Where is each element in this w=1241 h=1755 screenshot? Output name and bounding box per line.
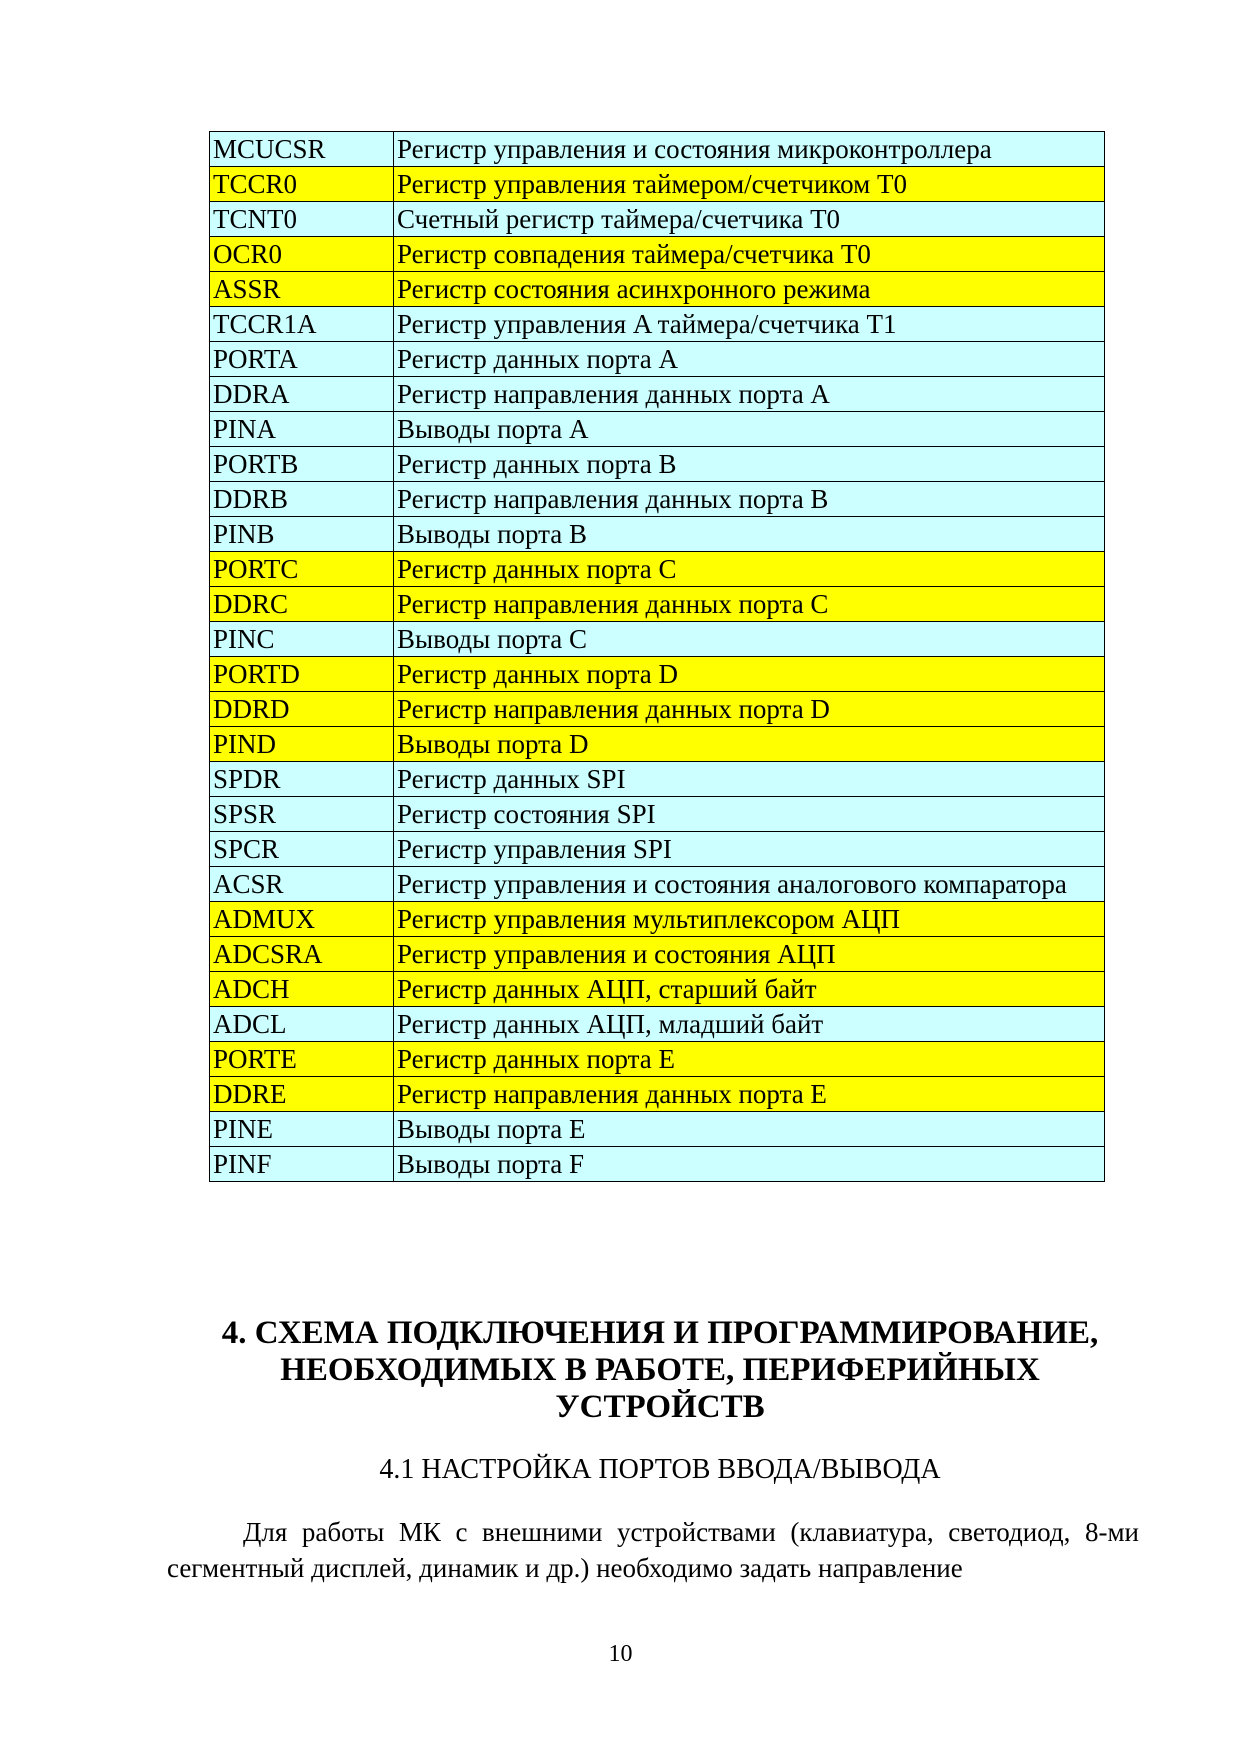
register-name-cell: SPCR bbox=[210, 832, 394, 867]
register-row bbox=[210, 1077, 1105, 1112]
register-description-cell: Регистр управления A таймера/счетчика T1 bbox=[394, 307, 1105, 342]
register-table bbox=[209, 131, 1105, 1182]
register-row bbox=[210, 237, 1105, 272]
register-description-cell: Регистр направления данных порта D bbox=[394, 692, 1105, 727]
body-paragraph: Для работы МК с внешними устройствами (клавиатура, светодиод, 8-ми сегментный дисплей, динамик и др.) необходимо задать направление bbox=[167, 1517, 1139, 1583]
register-description-cell: Выводы порта E bbox=[394, 1112, 1105, 1147]
register-description-cell: Выводы порта A bbox=[394, 412, 1105, 447]
register-description-cell: Регистр данных АЦП, старший байт bbox=[394, 972, 1105, 1007]
register-name-cell: ADMUX bbox=[210, 902, 394, 937]
register-description-cell: Выводы порта C bbox=[394, 622, 1105, 657]
register-description-cell: Регистр состояния асинхронного режима bbox=[394, 272, 1105, 307]
register-row bbox=[210, 132, 1105, 167]
register-name-cell: PINC bbox=[210, 622, 394, 657]
register-description-cell: Выводы порта F bbox=[394, 1147, 1105, 1182]
register-row bbox=[210, 482, 1105, 517]
register-row bbox=[210, 552, 1105, 587]
register-description-cell: Регистр управления таймером/счетчиком T0 bbox=[394, 167, 1105, 202]
register-row bbox=[210, 1112, 1105, 1147]
register-description-cell: Регистр данных SPI bbox=[394, 762, 1105, 797]
register-row bbox=[210, 202, 1105, 237]
register-description-cell: Регистр данных порта C bbox=[394, 552, 1105, 587]
subsection-heading: 4.1 НАСТРОЙКА ПОРТОВ ВВОДА/ВЫВОДА bbox=[379, 1454, 941, 1485]
register-description-cell: Регистр управления SPI bbox=[394, 832, 1105, 867]
register-row bbox=[210, 797, 1105, 832]
register-name-cell: PIND bbox=[210, 727, 394, 762]
register-row bbox=[210, 412, 1105, 447]
register-row bbox=[210, 447, 1105, 482]
register-row bbox=[210, 692, 1105, 727]
register-name-cell: PINF bbox=[210, 1147, 394, 1182]
register-description-cell: Счетный регистр таймера/счетчика T0 bbox=[394, 202, 1105, 237]
register-name-cell: PORTB bbox=[210, 447, 394, 482]
register-name-cell: ACSR bbox=[210, 867, 394, 902]
register-name-cell: PINB bbox=[210, 517, 394, 552]
register-description-cell: Регистр направления данных порта A bbox=[394, 377, 1105, 412]
register-name-cell: SPDR bbox=[210, 762, 394, 797]
register-name-cell: PORTC bbox=[210, 552, 394, 587]
register-name-cell: DDRC bbox=[210, 587, 394, 622]
register-description-cell: Регистр данных порта A bbox=[394, 342, 1105, 377]
register-description-cell: Регистр данных АЦП, младший байт bbox=[394, 1007, 1105, 1042]
register-row bbox=[210, 1042, 1105, 1077]
register-row bbox=[210, 272, 1105, 307]
register-name-cell: PINE bbox=[210, 1112, 394, 1147]
register-row bbox=[210, 587, 1105, 622]
page-number: 10 bbox=[608, 1641, 633, 1667]
register-description-cell: Регистр направления данных порта C bbox=[394, 587, 1105, 622]
register-name-cell: DDRD bbox=[210, 692, 394, 727]
register-description-cell: Регистр управления и состояния микроконтроллера bbox=[394, 132, 1105, 167]
register-row bbox=[210, 902, 1105, 937]
register-name-cell: ADCSRA bbox=[210, 937, 394, 972]
register-description-cell: Регистр направления данных порта B bbox=[394, 482, 1105, 517]
register-name-cell: PORTA bbox=[210, 342, 394, 377]
register-description-cell: Регистр управления и состояния АЦП bbox=[394, 937, 1105, 972]
register-row bbox=[210, 1147, 1105, 1182]
register-description-cell: Регистр управления мультиплексором АЦП bbox=[394, 902, 1105, 937]
register-description-cell: Регистр данных порта B bbox=[394, 447, 1105, 482]
register-description-cell: Выводы порта B bbox=[394, 517, 1105, 552]
register-name-cell: TCCR0 bbox=[210, 167, 394, 202]
register-name-cell: OCR0 bbox=[210, 237, 394, 272]
register-name-cell: ADCL bbox=[210, 1007, 394, 1042]
register-name-cell: ASSR bbox=[210, 272, 394, 307]
register-name-cell: TCCR1A bbox=[210, 307, 394, 342]
register-name-cell: ADCH bbox=[210, 972, 394, 1007]
register-table-body bbox=[210, 132, 1105, 1182]
register-row bbox=[210, 517, 1105, 552]
register-row bbox=[210, 937, 1105, 972]
register-description-cell: Регистр данных порта D bbox=[394, 657, 1105, 692]
register-name-cell: SPSR bbox=[210, 797, 394, 832]
register-row bbox=[210, 727, 1105, 762]
register-name-cell: PORTD bbox=[210, 657, 394, 692]
register-description-cell: Регистр состояния SPI bbox=[394, 797, 1105, 832]
register-description-cell: Регистр управления и состояния аналогового компаратора bbox=[394, 867, 1105, 902]
register-name-cell: PORTE bbox=[210, 1042, 394, 1077]
register-row bbox=[210, 657, 1105, 692]
register-row bbox=[210, 377, 1105, 412]
register-row bbox=[210, 622, 1105, 657]
register-description-cell: Регистр совпадения таймера/счетчика T0 bbox=[394, 237, 1105, 272]
register-description-cell: Регистр направления данных порта E bbox=[394, 1077, 1105, 1112]
register-name-cell: PINA bbox=[210, 412, 394, 447]
register-row bbox=[210, 307, 1105, 342]
register-description-cell: Выводы порта D bbox=[394, 727, 1105, 762]
register-name-cell: DDRB bbox=[210, 482, 394, 517]
register-row bbox=[210, 867, 1105, 902]
register-row bbox=[210, 762, 1105, 797]
section-heading: 4. СХЕМА ПОДКЛЮЧЕНИЯ И ПРОГРАММИРОВАНИЕ, НЕОБХОДИМЫХ В РАБОТЕ, ПЕРИФЕРИЙНЫХ УСТРОЙСТВ bbox=[221, 1315, 1099, 1425]
register-description-cell: Регистр данных порта E bbox=[394, 1042, 1105, 1077]
register-row bbox=[210, 832, 1105, 867]
register-name-cell: MCUCSR bbox=[210, 132, 394, 167]
register-row bbox=[210, 972, 1105, 1007]
register-row bbox=[210, 1007, 1105, 1042]
register-row bbox=[210, 342, 1105, 377]
register-name-cell: DDRA bbox=[210, 377, 394, 412]
register-name-cell: DDRE bbox=[210, 1077, 394, 1112]
register-name-cell: TCNT0 bbox=[210, 202, 394, 237]
register-row bbox=[210, 167, 1105, 202]
